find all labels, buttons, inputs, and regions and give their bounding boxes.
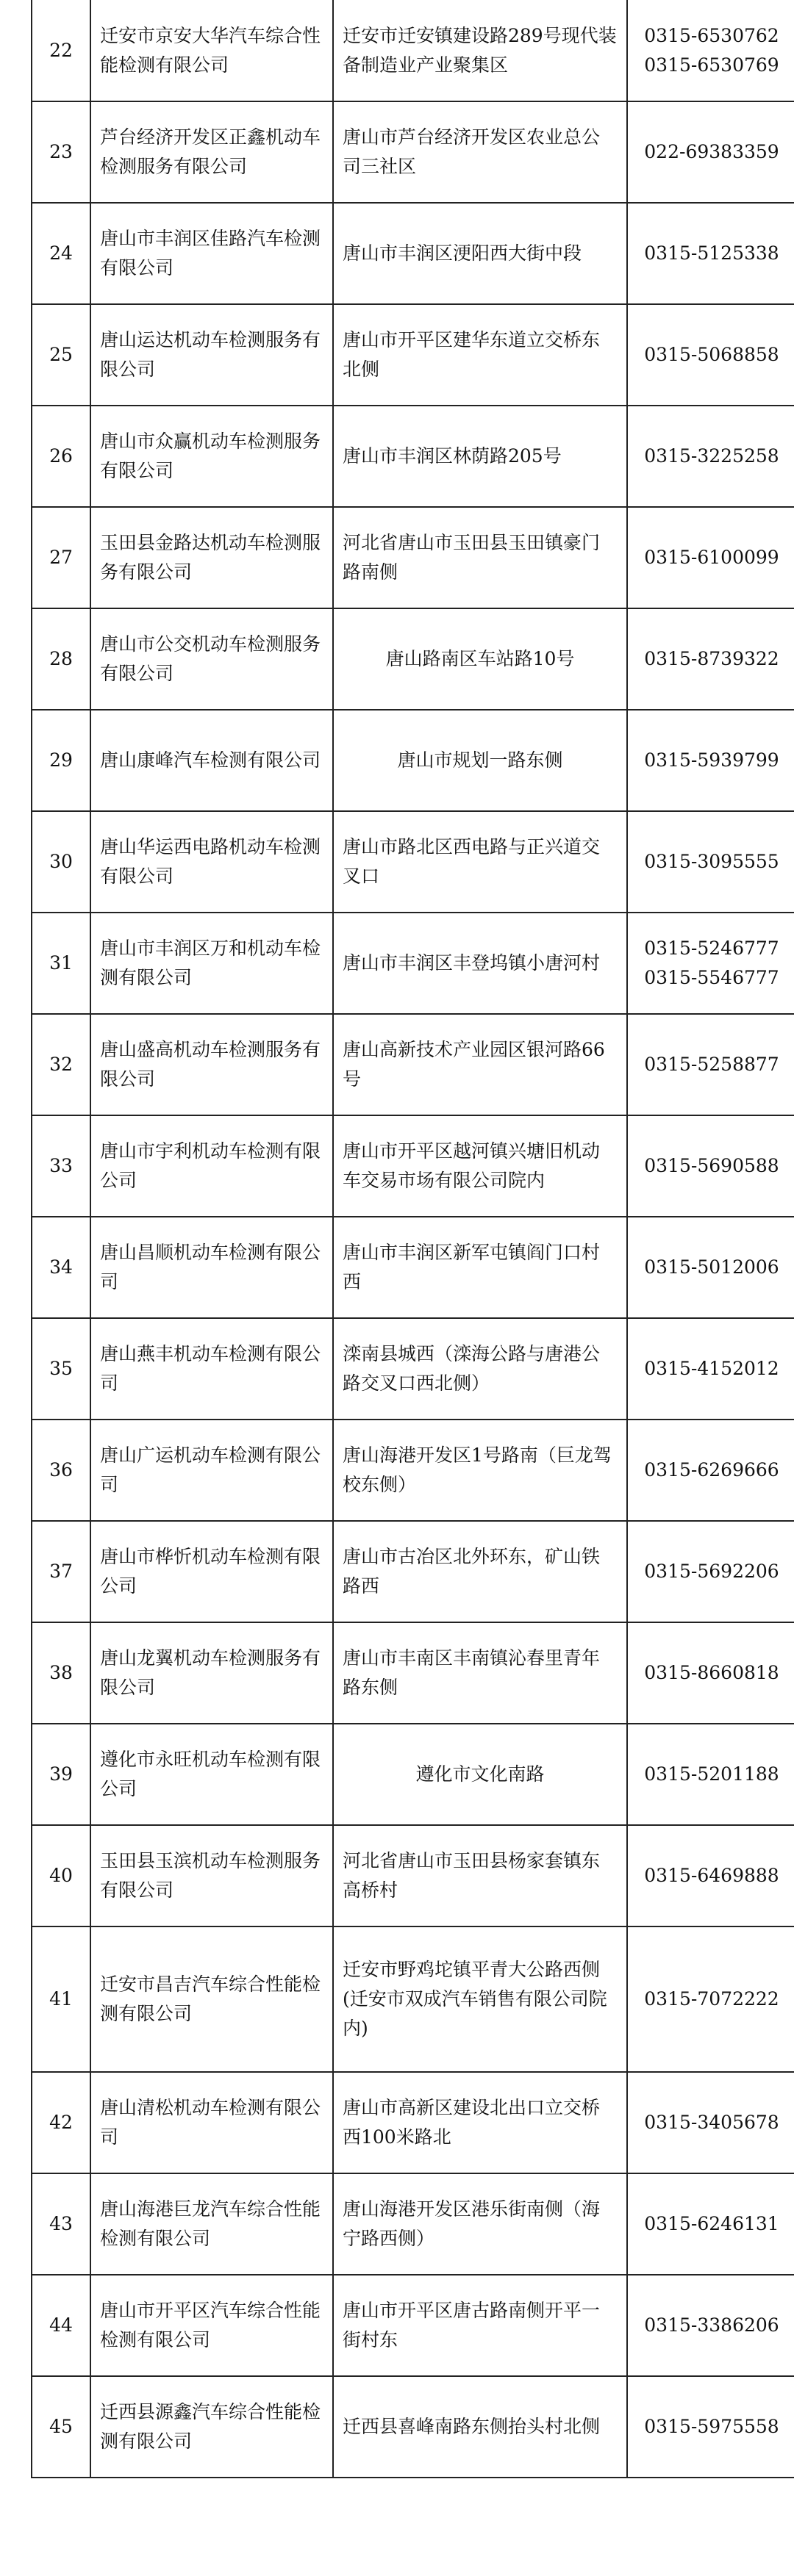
phone-number: 0315-6100099 xyxy=(644,547,779,568)
phone-cell xyxy=(627,1521,794,1622)
row-number: 30 xyxy=(32,811,90,913)
phone-number: 0315-6269666 xyxy=(644,1459,779,1481)
phone-cell xyxy=(627,1724,794,1825)
company-address: 唐山市规划一路东侧 xyxy=(333,710,627,811)
phone-cell xyxy=(627,2072,794,2173)
phone-number: 0315-8739322 xyxy=(644,648,779,669)
company-address: 唐山海港开发区1号路南（巨龙驾校东侧） xyxy=(333,1420,627,1521)
phone-number: 0315-3095555 xyxy=(644,851,779,872)
row-number: 40 xyxy=(32,1825,90,1926)
company-name: 唐山运达机动车检测服务有限公司 xyxy=(90,304,333,406)
company-name: 芦台经济开发区正鑫机动车检测服务有限公司 xyxy=(90,101,333,203)
phone-number: 0315-4152012 xyxy=(644,1358,779,1379)
phone-number: 0315-5692206 xyxy=(644,1561,779,1582)
row-number: 41 xyxy=(32,1926,90,2072)
row-number: 35 xyxy=(32,1318,90,1420)
row-number: 45 xyxy=(32,2376,90,2478)
table-body xyxy=(32,0,794,2478)
company-address: 唐山市丰润区浭阳西大街中段 xyxy=(333,203,627,304)
phone-number: 0315-7072222 xyxy=(644,1988,779,2010)
row-number: 29 xyxy=(32,710,90,811)
company-address: 唐山市开平区越河镇兴塘旧机动车交易市场有限公司院内 xyxy=(333,1115,627,1217)
phone-cell xyxy=(627,1926,794,2072)
phone-cell xyxy=(627,304,794,406)
phone-number: 0315-3386206 xyxy=(644,2314,779,2336)
table-row xyxy=(32,101,794,203)
row-number: 28 xyxy=(32,608,90,710)
table-row xyxy=(32,507,794,608)
table-row xyxy=(32,2072,794,2173)
company-name: 唐山广运机动车检测有限公司 xyxy=(90,1420,333,1521)
phone-number: 0315-6246131 xyxy=(644,2213,779,2234)
phone-cell xyxy=(627,1115,794,1217)
company-name: 唐山市开平区汽车综合性能检测有限公司 xyxy=(90,2275,333,2376)
phone-cell xyxy=(627,913,794,1014)
phone-cell xyxy=(627,1318,794,1420)
inspection-station-table xyxy=(31,0,794,2478)
company-name: 唐山盛高机动车检测服务有限公司 xyxy=(90,1014,333,1115)
row-number: 44 xyxy=(32,2275,90,2376)
phone-number: 0315-5546777 xyxy=(644,967,779,988)
table-row xyxy=(32,811,794,913)
company-address: 唐山海港开发区港乐街南侧（海宁路西侧） xyxy=(333,2173,627,2275)
phone-cell xyxy=(627,101,794,203)
phone-cell xyxy=(627,2275,794,2376)
company-address: 河北省唐山市玉田县杨家套镇东高桥村 xyxy=(333,1825,627,1926)
company-name: 唐山华运西电路机动车检测有限公司 xyxy=(90,811,333,913)
company-address: 唐山市路北区西电路与正兴道交叉口 xyxy=(333,811,627,913)
phone-cell xyxy=(627,608,794,710)
row-number: 36 xyxy=(32,1420,90,1521)
table-row xyxy=(32,2376,794,2478)
phone-cell xyxy=(627,1622,794,1724)
company-address: 唐山市开平区建华东道立交桥东北侧 xyxy=(333,304,627,406)
company-address: 唐山市丰润区林荫路205号 xyxy=(333,406,627,507)
company-address: 迁西县喜峰南路东侧抬头村北侧 xyxy=(333,2376,627,2478)
table-row xyxy=(32,1318,794,1420)
company-address: 唐山市丰润区新军屯镇阎门口村西 xyxy=(333,1217,627,1318)
phone-cell xyxy=(627,2173,794,2275)
table-row xyxy=(32,1622,794,1724)
row-number: 22 xyxy=(32,0,90,101)
phone-cell xyxy=(627,1420,794,1521)
company-address: 唐山路南区车站路10号 xyxy=(333,608,627,710)
table-row xyxy=(32,1724,794,1825)
row-number: 23 xyxy=(32,101,90,203)
company-address: 唐山市古冶区北外环东，矿山铁路西 xyxy=(333,1521,627,1622)
company-address: 唐山市高新区建设北出口立交桥西100米路北 xyxy=(333,2072,627,2173)
row-number: 38 xyxy=(32,1622,90,1724)
table-row xyxy=(32,2275,794,2376)
phone-number: 0315-6469888 xyxy=(644,1865,779,1886)
phone-number: 022-69383359 xyxy=(644,141,779,162)
company-name: 唐山清松机动车检测有限公司 xyxy=(90,2072,333,2173)
phone-cell xyxy=(627,1014,794,1115)
company-name: 迁安市昌吉汽车综合性能检测有限公司 xyxy=(90,1926,333,2072)
phone-number: 0315-3405678 xyxy=(644,2112,779,2133)
table-row xyxy=(32,608,794,710)
table-row xyxy=(32,1420,794,1521)
company-name: 唐山燕丰机动车检测有限公司 xyxy=(90,1318,333,1420)
company-address: 迁安市迁安镇建设路289号现代装备制造业产业聚集区 xyxy=(333,0,627,101)
phone-number: 0315-5939799 xyxy=(644,749,779,771)
row-number: 33 xyxy=(32,1115,90,1217)
row-number: 34 xyxy=(32,1217,90,1318)
phone-cell xyxy=(627,1825,794,1926)
company-address: 遵化市文化南路 xyxy=(333,1724,627,1825)
phone-number: 0315-5975558 xyxy=(644,2416,779,2437)
company-name: 唐山海港巨龙汽车综合性能检测有限公司 xyxy=(90,2173,333,2275)
table-row xyxy=(32,1217,794,1318)
phone-number: 0315-6530762 xyxy=(644,24,779,46)
company-name: 玉田县玉滨机动车检测服务有限公司 xyxy=(90,1825,333,1926)
phone-cell xyxy=(627,0,794,101)
company-address: 唐山市丰润区丰登坞镇小唐河村 xyxy=(333,913,627,1014)
table-row xyxy=(32,1521,794,1622)
phone-cell xyxy=(627,1217,794,1318)
phone-number: 0315-5690588 xyxy=(644,1155,779,1176)
table-row xyxy=(32,1115,794,1217)
phone-number: 0315-5012006 xyxy=(644,1256,779,1278)
phone-cell xyxy=(627,710,794,811)
row-number: 27 xyxy=(32,507,90,608)
phone-cell xyxy=(627,203,794,304)
row-number: 42 xyxy=(32,2072,90,2173)
company-name: 唐山龙翼机动车检测服务有限公司 xyxy=(90,1622,333,1724)
company-name: 唐山市丰润区万和机动车检测有限公司 xyxy=(90,913,333,1014)
company-name: 唐山市众赢机动车检测服务有限公司 xyxy=(90,406,333,507)
row-number: 31 xyxy=(32,913,90,1014)
company-name: 玉田县金路达机动车检测服务有限公司 xyxy=(90,507,333,608)
table-row xyxy=(32,304,794,406)
phone-number: 0315-5125338 xyxy=(644,242,779,264)
phone-cell xyxy=(627,406,794,507)
company-name: 唐山康峰汽车检测有限公司 xyxy=(90,710,333,811)
phone-number: 0315-5258877 xyxy=(644,1054,779,1075)
row-number: 39 xyxy=(32,1724,90,1825)
table-row xyxy=(32,710,794,811)
phone-cell xyxy=(627,811,794,913)
row-number: 32 xyxy=(32,1014,90,1115)
table-row xyxy=(32,2173,794,2275)
phone-number: 0315-8660818 xyxy=(644,1662,779,1683)
company-name: 唐山昌顺机动车检测有限公司 xyxy=(90,1217,333,1318)
row-number: 43 xyxy=(32,2173,90,2275)
company-name: 迁安市京安大华汽车综合性能检测有限公司 xyxy=(90,0,333,101)
company-address: 滦南县城西（滦海公路与唐港公路交叉口西北侧） xyxy=(333,1318,627,1420)
company-name: 唐山市宇利机动车检测有限公司 xyxy=(90,1115,333,1217)
table-row xyxy=(32,406,794,507)
table-row xyxy=(32,1014,794,1115)
company-address: 唐山市丰南区丰南镇沁春里青年路东侧 xyxy=(333,1622,627,1724)
phone-number: 0315-5246777 xyxy=(644,938,779,959)
row-number: 25 xyxy=(32,304,90,406)
company-name: 唐山市桦忻机动车检测有限公司 xyxy=(90,1521,333,1622)
company-address: 唐山高新技术产业园区银河路66号 xyxy=(333,1014,627,1115)
company-name: 迁西县源鑫汽车综合性能检测有限公司 xyxy=(90,2376,333,2478)
company-address: 唐山市芦台经济开发区农业总公司三社区 xyxy=(333,101,627,203)
table-row xyxy=(32,1926,794,2072)
phone-number: 0315-5201188 xyxy=(644,1763,779,1785)
company-address: 迁安市野鸡坨镇平青大公路西侧(迁安市双成汽车销售有限公司院内) xyxy=(333,1926,627,2072)
row-number: 26 xyxy=(32,406,90,507)
row-number: 37 xyxy=(32,1521,90,1622)
phone-cell xyxy=(627,2376,794,2478)
company-address: 唐山市开平区唐古路南侧开平一街村东 xyxy=(333,2275,627,2376)
company-name: 唐山市丰润区佳路汽车检测有限公司 xyxy=(90,203,333,304)
table-row xyxy=(32,1825,794,1926)
table-row xyxy=(32,0,794,101)
company-name: 唐山市公交机动车检测服务有限公司 xyxy=(90,608,333,710)
company-name: 遵化市永旺机动车检测有限公司 xyxy=(90,1724,333,1825)
phone-number: 0315-6530769 xyxy=(644,54,779,76)
phone-number: 0315-5068858 xyxy=(644,344,779,365)
table-row xyxy=(32,203,794,304)
company-address: 河北省唐山市玉田县玉田镇豪门路南侧 xyxy=(333,507,627,608)
table-row xyxy=(32,913,794,1014)
phone-number: 0315-3225258 xyxy=(644,445,779,467)
phone-cell xyxy=(627,507,794,608)
row-number: 24 xyxy=(32,203,90,304)
